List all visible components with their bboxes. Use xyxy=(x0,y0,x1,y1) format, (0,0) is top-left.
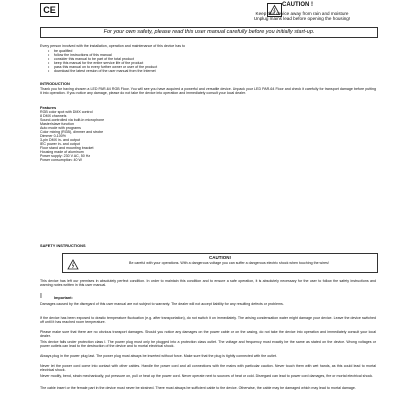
feature-item: Dimmer 0-100% xyxy=(40,134,66,138)
feature-item: Auto mode with programs xyxy=(40,126,81,130)
caution-box-text: Be careful with your operations. With a dangerous voltage you can suffer a dangerous electric shock when touching the wires! xyxy=(129,261,329,265)
feature-item: 8 DMX channels xyxy=(40,114,67,118)
feature-item: IEC power in- and output xyxy=(40,142,80,146)
bullet-item: • keep this manual for the entire service life of the product xyxy=(54,61,143,65)
feature-item: Floor stand and mounting bracket xyxy=(40,146,94,150)
safety-banner: For your own safety, please read this user manual carefully before you initially start-up. xyxy=(40,27,378,38)
feature-item: Housing made of aluminum xyxy=(40,150,84,154)
feature-item: Color mixing (RGB), dimmer and strobe xyxy=(40,130,104,134)
safety-paragraph: Please make sure that there are no obvious transport damages. Should you notice any damages on the power cable or on the casing, do not take the device into operation and immediately consult your local dealer. xyxy=(40,330,376,339)
bullet-item: • follow the instructions of this manual xyxy=(54,53,112,57)
safety-paragraph: Never modify, bend, strain mechanically, put pressure on, pull or heat up the power cord. Never operate next to sources of heat or cold. Disregard can lead to power cord damages, fire or mortal electrical shock. xyxy=(40,374,374,378)
caution-box xyxy=(62,253,378,273)
safety-paragraph: This device has left our premises in absolutely perfect condition. In order to maintain this condition and to ensure a safe operation, it is absolutely necessary for the user to follow the safety instructions and warning notes written in this user manual. xyxy=(40,279,376,288)
feature-item: Power consumption: 40 W xyxy=(40,158,82,162)
safety-paragraph: If the device has been exposed to drastic temperature fluctuation (e.g. after transportation), do not switch it on immediately. The arising condensation water might damage your device. Leave the device switched off until it has reached room temperature. xyxy=(40,316,376,325)
important-heading: Important: xyxy=(54,296,73,300)
safety-paragraph: Damages caused by the disregard of this user manual are not subject to warranty. The dealer will not accept liability for any resulting defects or problems. xyxy=(40,302,284,306)
bullet-item: • pass this manual on to every further owner or user of the product xyxy=(54,65,157,69)
safety-paragraph: Always plug in the power plug last. The power plug must always be inserted without force. Make sure that the plug is tightly connected with the outlet. xyxy=(40,354,278,358)
safety-paragraph: Never let the power cord come into contact with other cables. Handle the power cord and all connections with the mains with particular caution. Never touch them with wet hands, as this could lead to mortal electrical shock. xyxy=(40,364,376,373)
introduction-heading: INTRODUCTION xyxy=(40,81,70,86)
bullet-item: • consider this manual to be part of the total product xyxy=(54,57,134,61)
feature-item: Sound-controlled via built-in microphone xyxy=(40,118,105,122)
header-caution-line-2: Unplug mains lead before opening the housing! xyxy=(253,16,351,21)
feature-item: Master/slave function xyxy=(40,122,74,126)
introduction-paragraph: Thank you for having chosen a LED PAR-64 RGB Floor. You will see you have acquired a powerful and versatile device. Unpack your LED PAR-64 Floor and check it carefully for transport damage before putting it into operation. If you notice any damage, please do not take the device into operation and immediately consult your local dealer. xyxy=(40,87,376,96)
feature-item: RGB color spot with DMX control xyxy=(40,110,93,114)
safety-paragraph: The cable insert or the female part in the device must never be strained. There must always be sufficient cable to the device. Otherwise, the cable may be damaged which may lead to mortal damage. xyxy=(40,386,356,390)
bullet-item: • be qualified xyxy=(54,49,72,53)
feature-item: Power supply: 230 V AC, 50 Hz xyxy=(40,154,91,158)
header-caution-line-1: Keep this device away from rain and moisture xyxy=(255,11,349,16)
caution-box-title: CAUTION! xyxy=(209,255,231,260)
ce-mark: CE xyxy=(40,3,59,17)
feature-item: 3-pin DMX in- and output xyxy=(40,138,80,142)
safety-heading: SAFETY INSTRUCTIONS xyxy=(40,243,86,248)
intro-paragraph: Every person involved with the installation, operation and maintenance of this device has to xyxy=(40,44,186,48)
bullet-item: • download the latest version of the user manual from the Internet xyxy=(54,69,156,73)
header-caution-title: CAUTION ! xyxy=(282,2,313,8)
safety-paragraph: This device falls under protection class I. The power plug must only be plugged into a protection class outlet. The voltage and frequency must exactly be the same as stated on the device. Wrong voltages or power outlets can lead to the destruction of the device and to mortal electrical shock. xyxy=(40,340,376,349)
features-heading: Features xyxy=(40,105,57,110)
important-mark: I xyxy=(40,293,42,300)
